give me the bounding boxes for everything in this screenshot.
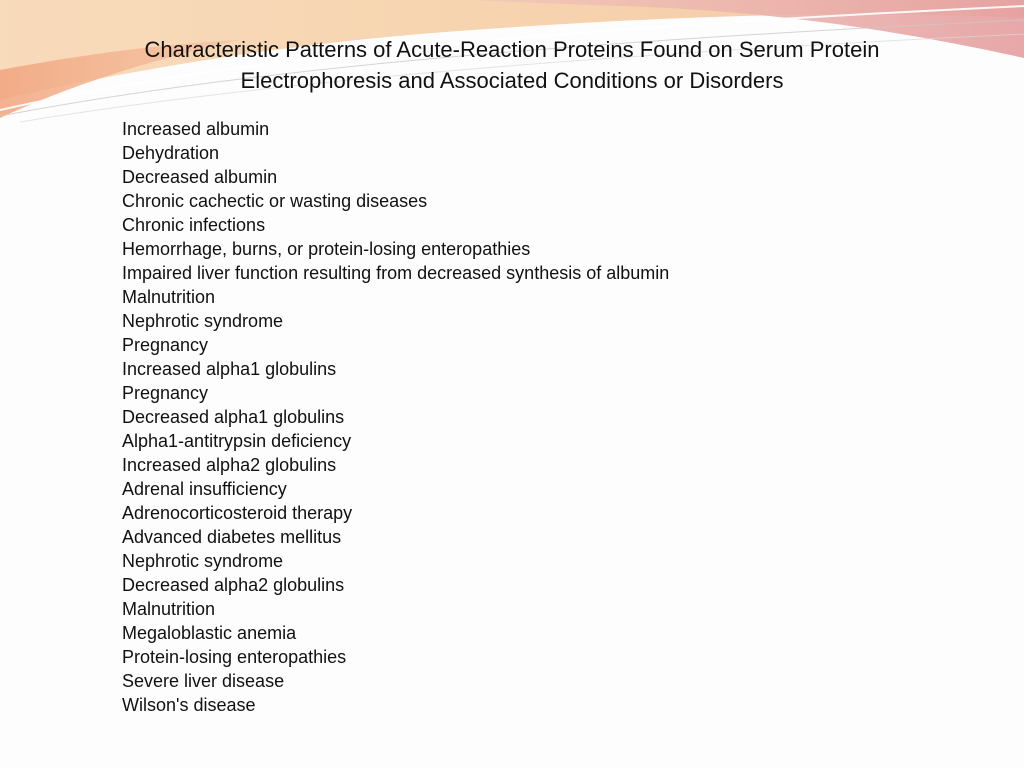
list-item: Pregnancy [122, 383, 209, 403]
list-item: Advanced diabetes mellitus [122, 527, 342, 547]
slide-title-line-1: Characteristic Patterns of Acute-Reaction Proteins Found on Serum Protein [144, 37, 880, 62]
list-item: Megaloblastic anemia [122, 623, 297, 643]
list-item: Chronic cachectic or wasting diseases [122, 191, 428, 211]
list-item: Decreased albumin [122, 167, 278, 187]
list-item: Chronic infections [122, 215, 266, 235]
list-item: Nephrotic syndrome [122, 311, 284, 331]
slide-title-line-2: Electrophoresis and Associated Conditions or Disorders [240, 68, 784, 93]
list-item: Adrenal insufficiency [122, 479, 287, 499]
list-item: Alpha1-antitrypsin deficiency [122, 431, 352, 451]
list-item: Malnutrition [122, 599, 216, 619]
list-item: Increased albumin [122, 119, 270, 139]
list-item: Wilson's disease [122, 695, 256, 715]
list-item: Decreased alpha1 globulins [122, 407, 345, 427]
list-item: Dehydration [122, 143, 220, 163]
list-item: Protein-losing enteropathies [122, 647, 347, 667]
slide-title [60, 34, 964, 96]
list-item: Pregnancy [122, 335, 209, 355]
list-item: Increased alpha1 globulins [122, 359, 337, 379]
list-item: Nephrotic syndrome [122, 551, 284, 571]
list-item: Hemorrhage, burns, or protein-losing enteropathies [122, 239, 531, 259]
condition-list [122, 117, 882, 717]
list-item: Decreased alpha2 globulins [122, 575, 345, 595]
list-item: Severe liver disease [122, 671, 285, 691]
list-item: Malnutrition [122, 287, 216, 307]
list-item: Increased alpha2 globulins [122, 455, 337, 475]
list-item: Impaired liver function resulting from decreased synthesis of albumin [122, 263, 670, 283]
list-item: Adrenocorticosteroid therapy [122, 503, 353, 523]
